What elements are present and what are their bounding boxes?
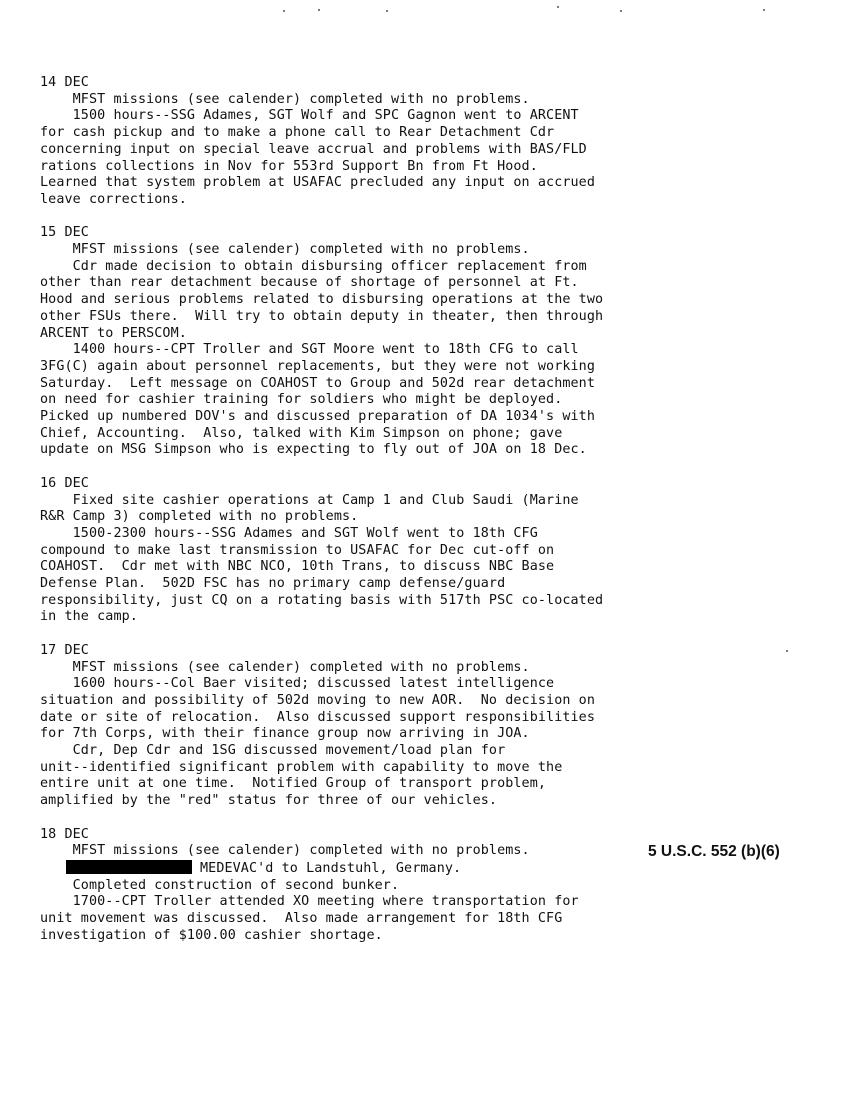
entry-line: update on MSG Simpson who is expecting to fly out of JOA on 18 Dec. (40, 442, 587, 458)
entry-line: rations collections in Nov for 553rd Support Bn from Ft Hood. (40, 158, 538, 174)
entry-line: leave corrections. (40, 191, 187, 207)
scan-speck (763, 9, 765, 11)
entry-line: concerning input on special leave accrual and problems with BAS/FLD (40, 141, 587, 157)
entry-line: Cdr, Dep Cdr and 1SG discussed movement/load plan for (40, 743, 506, 759)
entry-line: R&R Camp 3) completed with no problems. (40, 509, 359, 525)
entry-line: unit--identified significant problem with capability to move the (40, 759, 563, 775)
entry-line: Fixed site cashier operations at Camp 1 and Club Saudi (Marine (40, 492, 579, 508)
entry-line: date or site of relocation. Also discussed support responsibilities (40, 709, 596, 725)
entry-line: MFST missions (see calender) completed with no problems. (40, 242, 530, 258)
entry-line: responsibility, just CQ on a rotating basis with 517th PSC co-located (40, 592, 604, 608)
entry-date: 16 DEC (40, 475, 89, 491)
entry-line: in the camp. (40, 609, 138, 625)
entry-line: 1700--CPT Troller attended XO meeting where transportation for (40, 894, 579, 910)
entry-line: Saturday. Left message on COAHOST to Group and 502d rear detachment (40, 375, 596, 391)
scan-speck (620, 10, 622, 12)
entry-line: MFST missions (see calender) completed with no problems. (40, 91, 530, 107)
log-entry-15-dec (40, 225, 760, 459)
redacted-line (40, 860, 760, 878)
entry-line: unit movement was discussed. Also made arrangement for 18th CFG (40, 911, 563, 927)
entry-date: 14 DEC (40, 75, 89, 90)
scan-speck (283, 10, 285, 12)
entry-line: 1400 hours--CPT Troller and SGT Moore went to 18th CFG to call (40, 342, 579, 358)
entry-line: other than rear detachment because of shortage of personnel at Ft. (40, 275, 579, 291)
entry-line: Picked up numbered DOV's and discussed preparation of DA 1034's with (40, 409, 596, 425)
entry-line: amplified by the "red" status for three of our vehicles. (40, 793, 498, 809)
entry-date: 15 DEC (40, 225, 89, 241)
entry-line: Cdr made decision to obtain disbursing officer replacement from (40, 258, 587, 274)
log-entry-16-dec (40, 476, 760, 626)
entry-date: 17 DEC (40, 642, 89, 658)
entry-line: ARCENT to PERSCOM. (40, 325, 187, 341)
entry-line: Chief, Accounting. Also, talked with Kim Simpson on phone; gave (40, 425, 563, 441)
scan-speck (557, 6, 559, 8)
entry-line: for 7th Corps, with their finance group now arriving in JOA. (40, 726, 530, 742)
entry-line: situation and possibility of 502d moving to new AOR. No decision on (40, 692, 596, 708)
log-body (40, 75, 760, 961)
entry-line: MFST missions (see calender) completed with no problems. (40, 843, 530, 859)
log-entry-14-dec (40, 75, 760, 209)
redaction-bar (66, 860, 192, 874)
log-entry-17-dec (40, 643, 760, 810)
entry-line: MFST missions (see calender) completed with no problems. (40, 659, 530, 675)
entry-line: COAHOST. Cdr met with NBC NCO, 10th Trans, to discuss NBC Base (40, 559, 555, 575)
entry-line: compound to make last transmission to USAFAC for Dec cut-off on (40, 542, 555, 558)
entry-date: 18 DEC (40, 826, 89, 842)
entry-line: 3FG(C) again about personnel replacements, but they were not working (40, 358, 596, 374)
entry-line: investigation of $100.00 cashier shortage. (40, 927, 383, 943)
entry-line: Completed construction of second bunker. (40, 877, 400, 893)
entry-line: 1500-2300 hours--SSG Adames and SGT Wolf went to 18th CFG (40, 525, 538, 541)
redacted-line-text: MEDEVAC'd to Landstuhl, Germany. (200, 860, 462, 876)
entry-line: for cash pickup and to make a phone call to Rear Detachment Cdr (40, 125, 555, 141)
entry-line: Learned that system problem at USAFAC precluded any input on accrued (40, 175, 596, 191)
scan-speck (786, 650, 788, 652)
entry-line: entire unit at one time. Notified Group of transport problem, (40, 776, 547, 792)
entry-line: 1600 hours--Col Baer visited; discussed latest intelligence (40, 676, 555, 692)
entry-line: Hood and serious problems related to disbursing operations at the two (40, 292, 604, 308)
scan-speck (318, 9, 320, 11)
entry-line: 1500 hours--SSG Adames, SGT Wolf and SPC Gagnon went to ARCENT (40, 108, 579, 124)
entry-line: on need for cashier training for soldiers who might be deployed. (40, 392, 563, 408)
scan-speck (386, 10, 388, 12)
foia-exemption-stamp: 5 U.S.C. 552 (b)(6) (648, 843, 780, 860)
entry-line: other FSUs there. Will try to obtain deputy in theater, then through (40, 308, 604, 324)
entry-line: Defense Plan. 502D FSC has no primary camp defense/guard (40, 576, 506, 592)
